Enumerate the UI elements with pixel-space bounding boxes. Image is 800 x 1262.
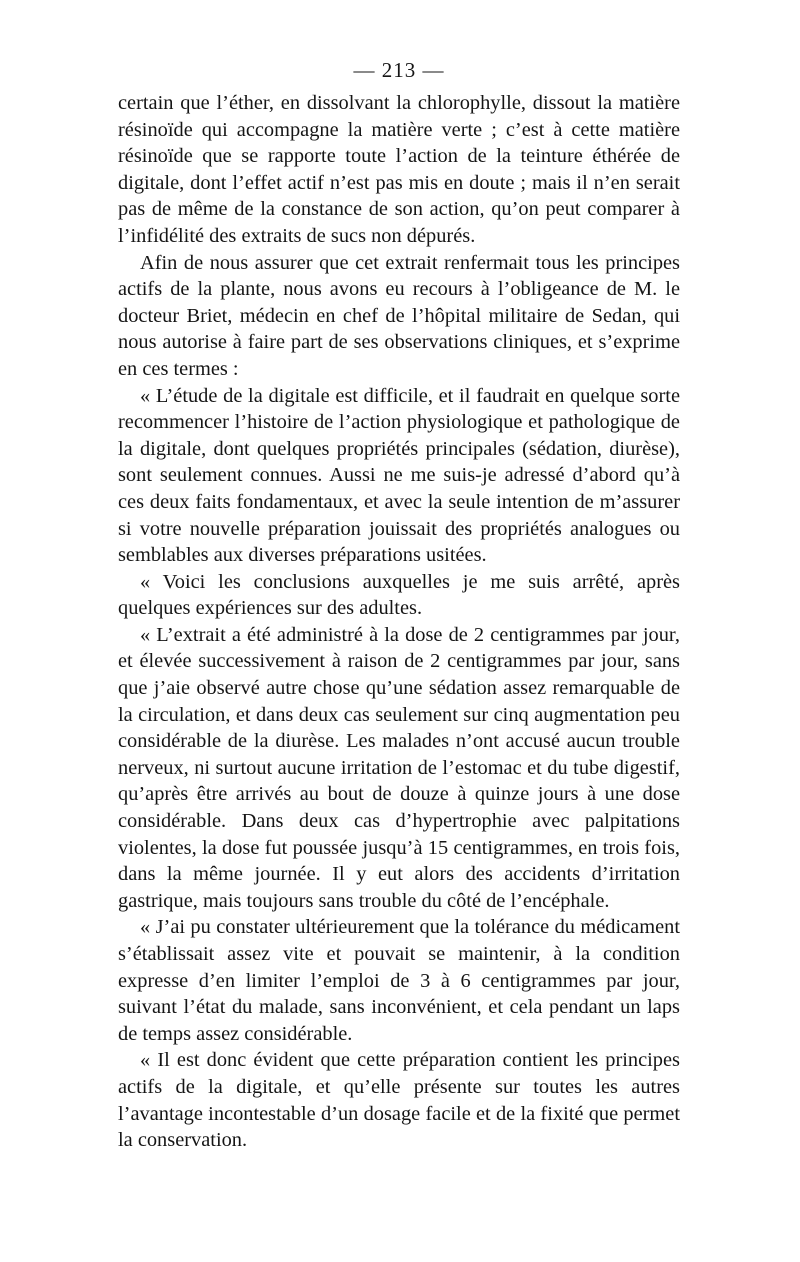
paragraph-quote-study: « L’étude de la digitale est difficile, et il faudrait en quelque sorte recommencer l’histoire de l’action physiologique et pathologique de la digitale, dont quelques propriétés principales (sédation, diurèse), sont seulement connues. Aussi ne me suis-je adressé d’abord qu’à ces deux faits fondamentaux, et avec la seule intention de m’assurer si votre nouvelle préparation jouissait des propriétés analogues ou semblables aux diverses préparations usitées. [118,384,680,567]
paragraph-quote-evidence: « Il est donc évident que cette préparation contient les principes actifs de la digitale, et qu’elle présente sur toutes les autres l’avantage incontestable d’un dosage facile et de la fixité que permet la conservation. [118,1049,680,1152]
paragraph-extract-verification: Afin de nous assurer que cet extrait renfermait tous les principes actifs de la plante, nous avons eu recours à l’obligeance de M. le docteur Briet, médecin en chef de l’hôpital militaire de Sedan, qui nous autorise à faire part de ses observations cliniques, et s’exprime en ces termes : [118,251,680,380]
paragraph-continuation: certain que l’éther, en dissolvant la chlorophylle, dissout la matière résinoïde qui accompagne la matière verte ; c’est à cette matière résinoïde que se rapporte toute l’action de la teinture éthérée de digitale, dont l’effet actif n’est pas mis en doute ; mais il n’en serait pas de même de la constance de son action, qu’on peut comparer à l’infidélité des extraits de sucs non dépurés. [118,92,680,247]
book-page [118,56,680,1154]
paragraph-quote-tolerance: « J’ai pu constater ultérieurement que la tolérance du médicament s’établissait assez vite et pouvait se maintenir, à la condition expresse d’en limiter l’emploi de 3 à 6 centigrammes par jour, suivant l’état du malade, sans inconvénient, et cela pendant un laps de temps assez considérable. [118,916,680,1045]
page-number: — 213 — [353,58,445,82]
paragraph-quote-conclusions: « Voici les conclusions auxquelles je me suis arrêté, après quelques expériences sur des adultes. [118,570,680,620]
paragraph-quote-dosage: « L’extrait a été administré à la dose de 2 centigrammes par jour, et élevée successivement à raison de 2 centigrammes par jour, sans que j’aie observé autre chose qu’une sédation assez remarquable de la circulation, et dans deux cas seulement sur cinq augmentation peu considérable de la diurèse. Les malades n’ont accusé aucun trouble nerveux, ni surtout aucune irritation de l’estomac et du tube digestif, qu’après être arrivés au bout de douze à quinze jours à une dose considérable. Dans deux cas d’hypertrophie avec palpitations violentes, la dose fut poussée jusqu’à 15 centigrammes, en trois fois, dans la même journée. Il y eut alors des accidents d’irritation gastrique, mais toujours sans trouble du côté de l’encéphale. [118,623,680,912]
